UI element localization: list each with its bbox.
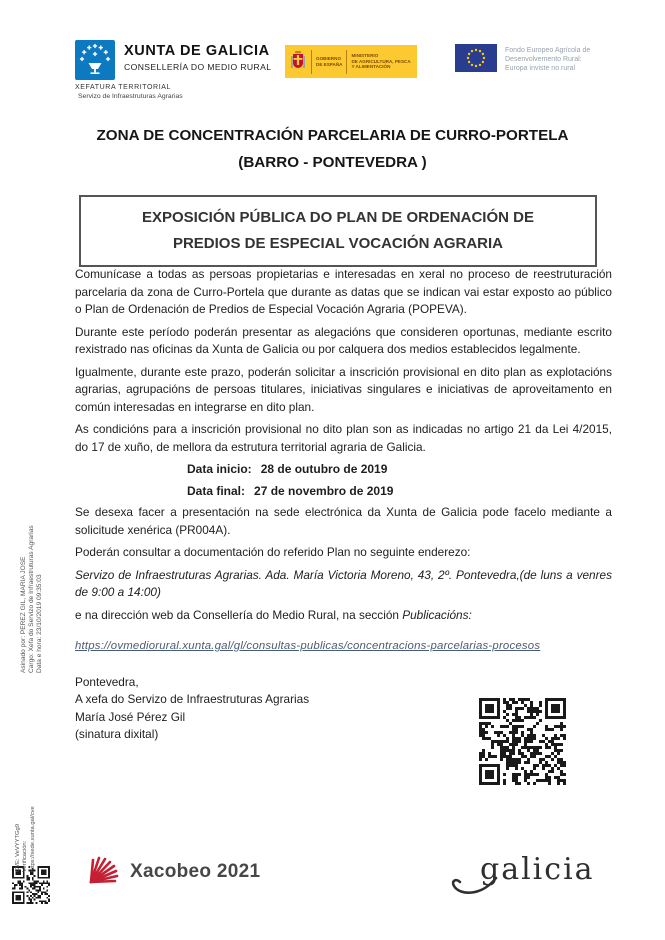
document-link[interactable]: https://ovmediorural.xunta.gal/gl/consultas-publicas/concentracions-parcelarias-procesos xyxy=(75,640,541,652)
xunta-dept-line2: Servizo de Infraestruturas Agrarias xyxy=(78,93,183,100)
signature-role: A xefa do Servizo de Infraestruturas Agrarias xyxy=(75,692,310,706)
xunta-logo-group xyxy=(75,40,271,80)
body-paragraph: Igualmente, durante este prazo, poderán solicitar a inscrición provisional en dito plan as explotacións agrarias, agrupacións de persoas titulares, iniciativas singulares e iniciativas de aproveitamento en común interesadas en integrarse en dito plan. xyxy=(75,364,612,414)
date-start: Data inicio: 28 de outubro de 2019 xyxy=(187,462,388,476)
body-paragraph: Durante este período poderán presentar as alegacións que consideren oportunas, mediante escrito rexistrado nas oficinas da Xunta de Galicia ou por calquera dos medios establecidos legalmente. xyxy=(75,324,612,356)
web-section-line: e na dirección web da Consellería do Medio Rural, na sección Publicacións: xyxy=(75,607,472,622)
galicia-wordmark: galicia xyxy=(480,852,595,887)
spain-gov-label: GOBIERNO DE ESPAÑA xyxy=(316,55,343,67)
body-paragraph: As condicións para a inscrición provisional no dito plan son as indicadas no artigo 21 da Lei 4/2015, do 17 de xuño, de mellora da estrutura territorial agraria de Galicia. xyxy=(75,422,612,454)
eu-fund-label: Fondo Europeo Agrícola de Desenvolvemento Rural: Europa inviste no rural xyxy=(505,47,591,72)
signature-note: (sinatura dixital) xyxy=(75,727,159,741)
xunta-logo-icon xyxy=(75,40,115,80)
page-title: ZONA DE CONCENTRACIÓN PARCELARIA DE CURRO-PORTELA (BARRO - PONTEVEDRA ) xyxy=(96,127,569,171)
eu-flag-icon xyxy=(455,44,497,77)
signature-name: María José Pérez Gil xyxy=(75,709,186,724)
body-paragraph: Se desexa facer a presentación na sede electrónica da Xunta de Galicia pode facelo mediante a solicitude xenérica (PR004A). xyxy=(75,505,612,537)
consultation-address: Servizo de Infraestruturas Agrarias. Ada. María Victoria Moreno, 43, 2º. Pontevedra,(de luns a venres de 9:00 a 14:00) xyxy=(75,567,612,599)
notice-box: EXPOSICIÓN PÚBLICA DO PLAN DE ORDENACIÓN DE PREDIOS DE ESPECIAL VOCACIÓN AGRARIA xyxy=(79,195,597,267)
verification-code: CVE: VeVYYTGg9 Verificación: https://sede.xunta.gal/cve xyxy=(15,806,36,872)
xacobeo-logo xyxy=(85,852,260,891)
date-end: Data final: 27 de novembro de 2019 xyxy=(187,483,394,498)
spain-coat-of-arms-icon xyxy=(285,50,311,74)
spain-ministry-label: MINISTERIO DE AGRICULTURA, PESCA Y ALIMENTACIÓN xyxy=(351,53,411,70)
body-paragraph: Comunícase a todas as persoas propietarias e interesadas en xeral no proceso de reestruturación parcelaria da zona de Curro-Portela que durante as datas que se indican vai estar exposto ao público o Plan de Ordenación de Predios de Especial Vocación Agraria (POPEVA). xyxy=(75,267,612,316)
xunta-subtitle: CONSELLERÍA DO MEDIO RURAL xyxy=(124,62,272,72)
side-signature: Asinado por: PEREZ GIL, MARIA JOSE Cargo: Xefa do Servizo de Infraestruturas Agrarias Data e hora: 23/10/2019 09:35:03 xyxy=(20,525,44,673)
spain-government-logo xyxy=(285,45,417,78)
xacobeo-shell-icon xyxy=(85,852,121,891)
document-body xyxy=(75,266,612,744)
xacobeo-label: Xacobeo 2021 xyxy=(130,860,261,882)
body-paragraph: Poderán consultar a documentación do referido Plan no seguinte enderezo: xyxy=(75,545,471,559)
xunta-dept-line1: XEFATURA TERRITORIAL xyxy=(75,84,172,91)
qr-code-main xyxy=(479,698,566,785)
galicia-logo xyxy=(448,838,618,900)
xunta-title: XUNTA DE GALICIA xyxy=(124,43,270,59)
signature-place: Pontevedra, xyxy=(75,674,139,689)
